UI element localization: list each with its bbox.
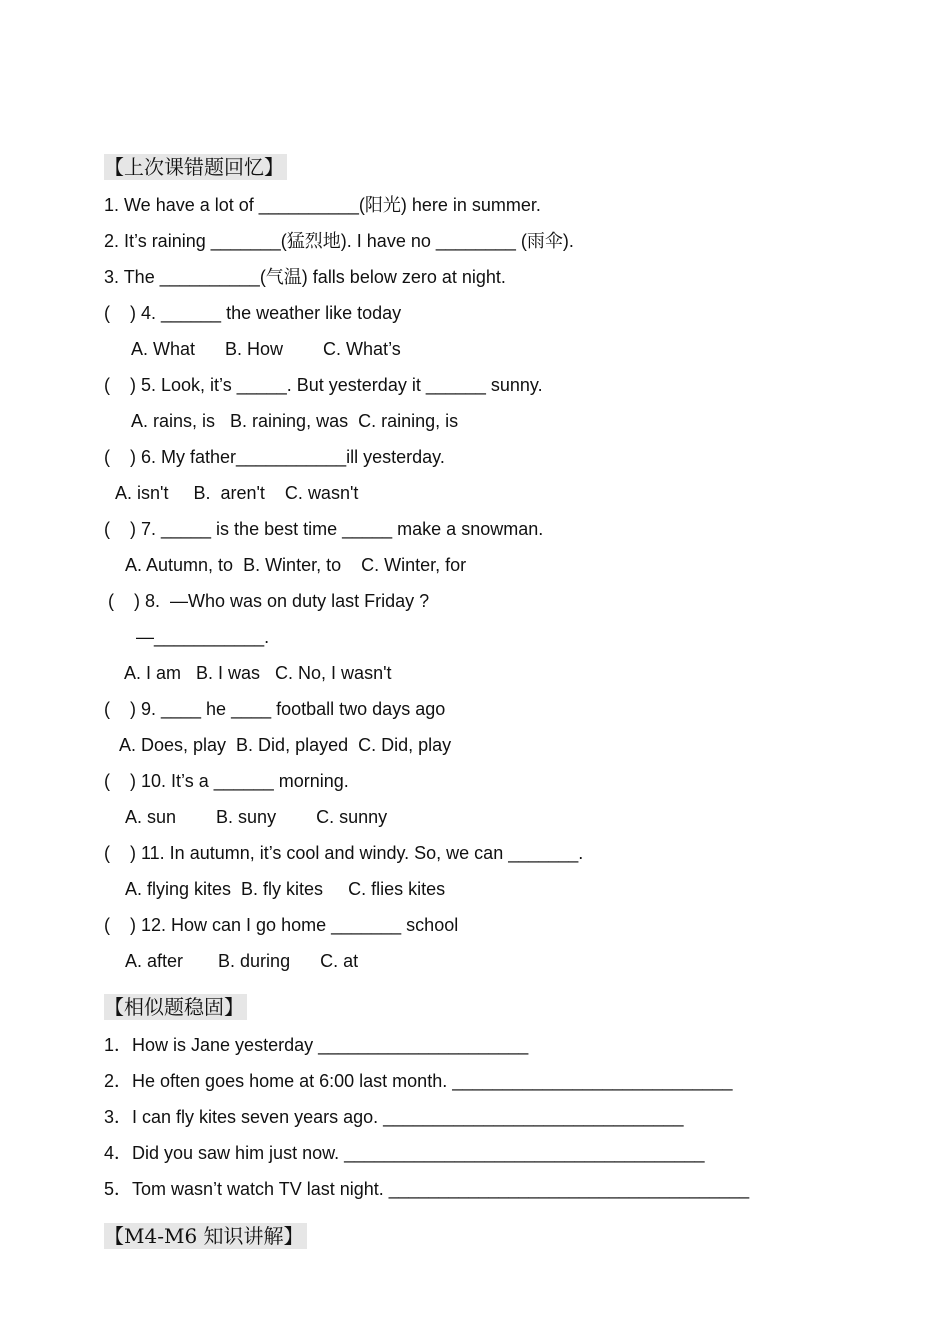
section-title-similar: 【相似题稳固】 [104,994,247,1020]
question-3: 3. The __________(气温) falls below zero at night. [104,267,506,287]
question-8-options: A. I am B. I was C. No, I wasn't [124,663,392,683]
question-7-options: A. Autumn, to B. Winter, to C. Winter, for [125,555,467,575]
question-9: ( ) 9. ____ he ____ football two days ago [104,699,446,719]
correction-5: 5．Tom wasn’t watch TV last night. ____________________________________ [104,1179,750,1199]
question-7: ( ) 7. _____ is the best time _____ make a snowman. [104,519,544,539]
question-11-options: A. flying kites B. fly kites C. flies kites [125,879,446,899]
section-title-review: 【上次课错题回忆】 [104,154,287,180]
correction-1: 1．How is Jane yesterday _____________________ [104,1035,529,1055]
question-5-options: A. rains, is B. raining, was C. raining, is [131,411,459,431]
question-4-options: A. What B. How C. What’s [131,339,401,359]
question-9-options: A. Does, play B. Did, played C. Did, play [119,735,452,755]
question-10-options: A. sun B. suny C. sunny [125,807,388,827]
correction-4: 4．Did you saw him just now. ____________________________________ [104,1143,705,1163]
question-1: 1. We have a lot of __________(阳光) here in summer. [104,195,541,215]
question-6-options: A. isn't B. aren't C. wasn't [115,483,359,503]
correction-3: 3．I can fly kites seven years ago. ______________________________ [104,1107,684,1127]
question-11: ( ) 11. In autumn, it’s cool and windy. So, we can _______. [104,843,584,863]
question-5: ( ) 5. Look, it’s _____. But yesterday it ______ sunny. [104,375,543,395]
question-4: ( ) 4. ______ the weather like today [104,303,402,323]
question-8: ( ) 8. —Who was on duty last Friday ? [108,591,430,611]
question-8-answer-line: —___________. [136,627,270,647]
section-title-knowledge: 【M4-M6 知识讲解】 [104,1223,307,1249]
question-6: ( ) 6. My father___________ill yesterday. [104,447,445,467]
question-12-options: A. after B. during C. at [125,951,359,971]
question-12: ( ) 12. How can I go home _______ school [104,915,459,935]
correction-2: 2．He often goes home at 6:00 last month. ____________________________ [104,1071,733,1091]
question-2: 2. It’s raining _______(猛烈地). I have no ________ (雨伞). [104,231,574,251]
question-10: ( ) 10. It’s a ______ morning. [104,771,349,791]
